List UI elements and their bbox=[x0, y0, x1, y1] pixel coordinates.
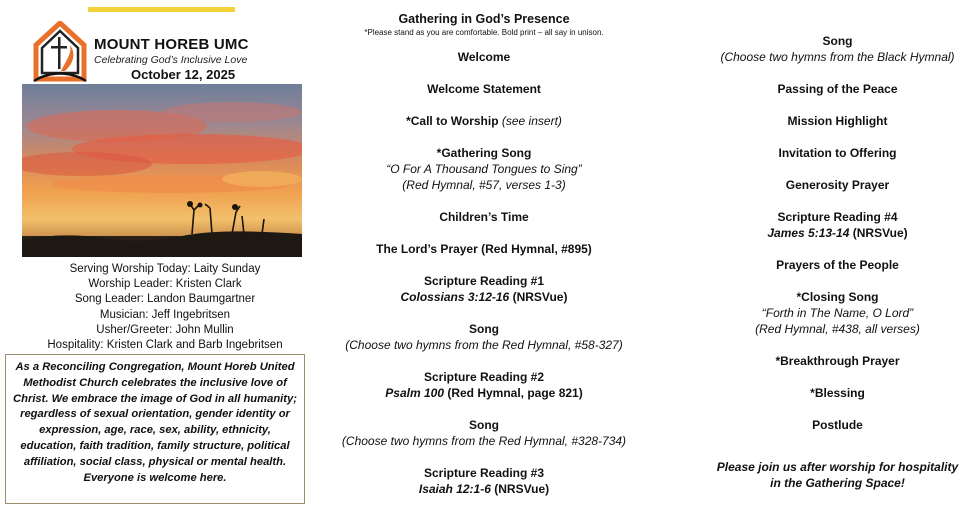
staff-line: Usher/Greeter: John Mullin bbox=[96, 323, 234, 336]
song-2-note: (Choose two hymns from the Red Hymnal, #328-734) bbox=[341, 434, 627, 448]
reading-1-version: (NRSVue) bbox=[509, 290, 568, 304]
reading-4-passage: James 5:13-14 bbox=[767, 226, 850, 240]
staff-line: Worship Leader: Kristen Clark bbox=[88, 278, 242, 291]
staff-line: Musician: Jeff Ingebritsen bbox=[99, 308, 231, 321]
scripture-reading-3: Scripture Reading #3 bbox=[423, 466, 545, 480]
order-note: *Please stand as you are comfortable. Bold print – all say in unison. bbox=[364, 28, 604, 37]
gathering-song: *Gathering Song bbox=[436, 146, 532, 160]
gathering-song-title: “O For A Thousand Tongues to Sing” bbox=[386, 162, 582, 176]
reading-1-passage: Colossians 3:12-16 bbox=[400, 290, 510, 304]
reading-4-version: (NRSVue) bbox=[849, 226, 908, 240]
staff-line: Hospitality: Kristen Clark and Barb Ingebritsen bbox=[47, 339, 283, 352]
song-1-note: (Choose two hymns from the Red Hymnal, #58-327) bbox=[345, 338, 623, 352]
song-2: Song bbox=[469, 418, 499, 432]
scripture-reading-1: Scripture Reading #1 bbox=[423, 274, 545, 288]
closing-song-title: “Forth in The Name, O Lord” bbox=[761, 306, 914, 320]
reading-3-version: (NRSVue) bbox=[490, 482, 550, 496]
tagline: Celebrating God’s Inclusive Love bbox=[94, 54, 248, 66]
church-logo-icon bbox=[32, 21, 88, 83]
accent-bar bbox=[88, 7, 235, 12]
gathering-song-ref: (Red Hymnal, #57, verses 1-3) bbox=[402, 178, 566, 192]
closing-song: *Closing Song bbox=[796, 290, 879, 304]
order-of-worship-part1 bbox=[314, 12, 654, 497]
lords-prayer: The Lord’s Prayer (Red Hymnal, #895) bbox=[376, 242, 592, 256]
scripture-reading-2: Scripture Reading #2 bbox=[423, 370, 545, 384]
scripture-reading-2-ref bbox=[314, 385, 654, 401]
reconciling-statement: As a Reconciling Congregation, Mount Horeb United Methodist Church celebrates the inclusive love of Christ. We embrace the image of God in all humanity; regardless of sexual orientation, gender identity or expression, age, race, sex, ability, ethnicity, education, faith tradition, family structure, political affiliation, social class, physical or mental health. Everyone is welcome here. bbox=[5, 354, 305, 504]
scripture-reading-4-ref bbox=[705, 225, 967, 241]
scripture-reading-4: Scripture Reading #4 bbox=[777, 210, 898, 224]
reading-3-passage: Isaiah 12:1-6 bbox=[418, 482, 491, 496]
prayers-of-people: Prayers of the People bbox=[776, 258, 899, 272]
left-column bbox=[0, 0, 312, 513]
childrens-time: Children’s Time bbox=[439, 210, 529, 224]
staff-line: Song Leader: Landon Baumgartner bbox=[74, 293, 256, 306]
welcome: Welcome bbox=[457, 50, 511, 64]
breakthrough-prayer: *Breakthrough Prayer bbox=[775, 354, 900, 368]
generosity-prayer: Generosity Prayer bbox=[785, 178, 890, 192]
scripture-reading-3-ref bbox=[314, 481, 654, 497]
service-date: October 12, 2025 bbox=[131, 67, 236, 82]
mission-highlight: Mission Highlight bbox=[787, 114, 888, 128]
order-of-worship-part2 bbox=[705, 33, 967, 491]
song-3: Song bbox=[822, 34, 853, 48]
order-title: Gathering in God’s Presence bbox=[398, 12, 570, 26]
scripture-reading-1-ref bbox=[314, 289, 654, 305]
postlude: Postlude bbox=[812, 418, 863, 432]
song-1: Song bbox=[469, 322, 499, 336]
call-to-worship-label: *Call to Worship bbox=[406, 114, 499, 128]
hospitality-invite-line2: in the Gathering Space! bbox=[770, 476, 905, 490]
staff-line: Serving Worship Today: Laity Sunday bbox=[69, 263, 261, 275]
staff-list bbox=[20, 262, 310, 353]
reading-2-passage: Psalm 100 bbox=[385, 386, 444, 400]
passing-of-peace: Passing of the Peace bbox=[777, 82, 898, 96]
invitation-to-offering: Invitation to Offering bbox=[778, 146, 897, 160]
call-to-worship-note: (see insert) bbox=[501, 114, 562, 128]
song-3-note: (Choose two hymns from the Black Hymnal) bbox=[720, 50, 955, 64]
call-to-worship bbox=[314, 113, 654, 129]
closing-song-ref: (Red Hymnal, #438, all verses) bbox=[755, 322, 920, 336]
hospitality-invite-line1: Please join us after worship for hospitality bbox=[716, 460, 959, 474]
sunset-photo bbox=[22, 84, 302, 257]
welcome-statement: Welcome Statement bbox=[427, 82, 541, 96]
blessing: *Blessing bbox=[810, 386, 865, 400]
reading-2-version: (Red Hymnal, page 821) bbox=[444, 386, 583, 400]
org-name: MOUNT HOREB UMC bbox=[94, 36, 249, 53]
